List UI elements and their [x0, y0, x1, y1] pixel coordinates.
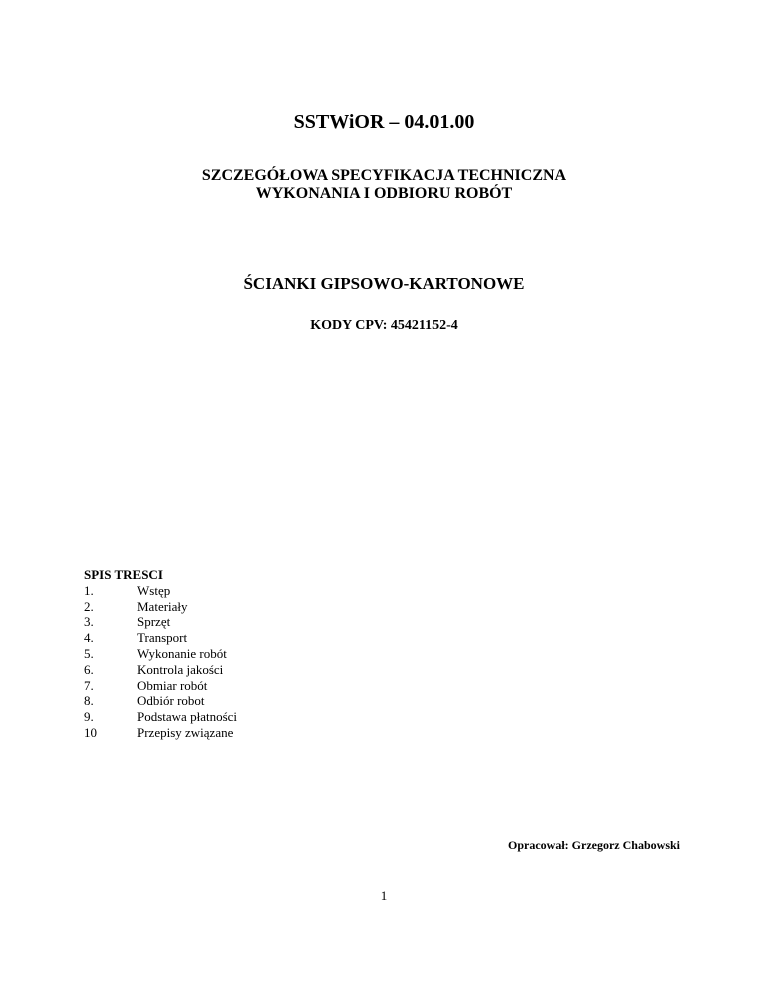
toc-item-label: Podstawa płatności	[137, 709, 238, 725]
author-credit: Opracował: Grzegorz Chabowski	[508, 838, 680, 852]
cpv-codes: KODY CPV: 45421152-4	[310, 318, 458, 333]
toc-item-number: 9.	[84, 709, 94, 725]
toc-item-label: Kontrola jakości	[137, 661, 224, 677]
toc-item-number: 10	[84, 724, 97, 740]
toc-item-label: Wykonanie robót	[137, 645, 227, 661]
toc-item	[84, 599, 384, 615]
toc-item	[84, 662, 384, 678]
toc-item-number: 7.	[84, 677, 94, 693]
toc-item	[84, 725, 384, 741]
toc-item-label: Odbiór robot	[137, 693, 205, 709]
toc-item-number: 5.	[84, 645, 94, 661]
toc-item	[84, 646, 384, 662]
page-number: 1	[380, 888, 388, 903]
spec-title-line-2: WYKONANIA I ODBIORU ROBÓT	[255, 185, 513, 202]
subject-title: ŚCIANKI GIPSOWO-KARTONOWE	[243, 274, 525, 293]
toc-item	[84, 693, 384, 709]
toc-heading: SPIS TRESCI	[84, 567, 163, 582]
toc-item-number: 1.	[84, 582, 94, 598]
toc-item	[84, 630, 384, 646]
toc-item-label: Materiały	[137, 598, 188, 614]
toc-item-number: 6.	[84, 661, 94, 677]
spec-title-line-1: SZCZEGÓŁOWA SPECYFIKACJA TECHNICZNA	[201, 167, 567, 184]
toc-item-label: Obmiar robót	[137, 677, 208, 693]
toc-item-number: 3.	[84, 614, 94, 630]
toc-item-label: Wstęp	[137, 582, 171, 598]
toc-item	[84, 614, 384, 630]
toc-item-label: Sprzęt	[137, 614, 171, 630]
document-code: SSTWiOR – 04.01.00	[293, 111, 475, 133]
toc-item-number: 8.	[84, 693, 94, 709]
toc-item-number: 4.	[84, 630, 94, 646]
toc-item	[84, 678, 384, 694]
toc-item-label: Przepisy związane	[137, 724, 234, 740]
toc-list	[84, 583, 384, 741]
table-of-contents	[84, 567, 384, 741]
toc-item-number: 2.	[84, 598, 94, 614]
toc-item-label: Transport	[137, 630, 188, 646]
toc-item	[84, 709, 384, 725]
toc-item	[84, 583, 384, 599]
